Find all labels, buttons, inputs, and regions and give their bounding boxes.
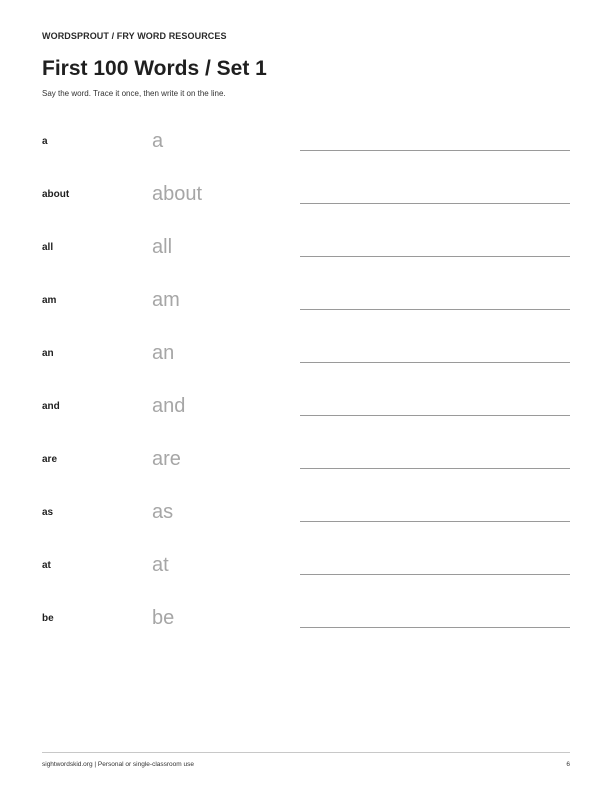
word-label: an [42, 348, 54, 359]
word-label: about [42, 189, 70, 200]
writing-line [300, 362, 570, 363]
trace-word: are [152, 448, 181, 470]
word-row [0, 448, 612, 507]
page-title: First 100 Words / Set 1 [42, 57, 267, 80]
page-number: 6 [566, 761, 570, 768]
word-row [0, 342, 612, 401]
word-row [0, 183, 612, 242]
writing-line [300, 415, 570, 416]
instructions-text: Say the word. Trace it once, then write it on the line. [42, 89, 226, 98]
word-label: all [42, 242, 54, 253]
writing-line [300, 574, 570, 575]
word-row [0, 554, 612, 613]
writing-line [300, 203, 570, 204]
brand-header: WORDSPROUT / FRY WORD RESOURCES [42, 31, 227, 41]
word-label: am [42, 295, 57, 306]
trace-word: an [152, 342, 175, 364]
word-row [0, 236, 612, 295]
word-label: and [42, 401, 60, 412]
trace-word: a [152, 130, 164, 152]
word-label: at [42, 560, 51, 571]
writing-line [300, 309, 570, 310]
footer-text: sightwordskid.org | Personal or single-classroom use [42, 761, 194, 768]
word-row [0, 289, 612, 348]
word-label: a [42, 136, 48, 147]
word-label: as [42, 507, 54, 518]
writing-line [300, 256, 570, 257]
word-row [0, 130, 612, 189]
writing-line [300, 468, 570, 469]
word-row [0, 501, 612, 560]
trace-word: be [152, 607, 175, 629]
writing-line [300, 521, 570, 522]
trace-word: am [152, 289, 180, 311]
word-row [0, 395, 612, 454]
word-row [0, 607, 612, 666]
trace-word: as [152, 501, 174, 523]
trace-word: and [152, 395, 186, 417]
trace-word: all [152, 236, 173, 258]
trace-word: about [152, 183, 203, 205]
word-label: are [42, 454, 58, 465]
writing-line [300, 627, 570, 628]
trace-word: at [152, 554, 169, 576]
writing-line [300, 150, 570, 151]
footer-divider [42, 752, 570, 753]
word-label: be [42, 613, 54, 624]
